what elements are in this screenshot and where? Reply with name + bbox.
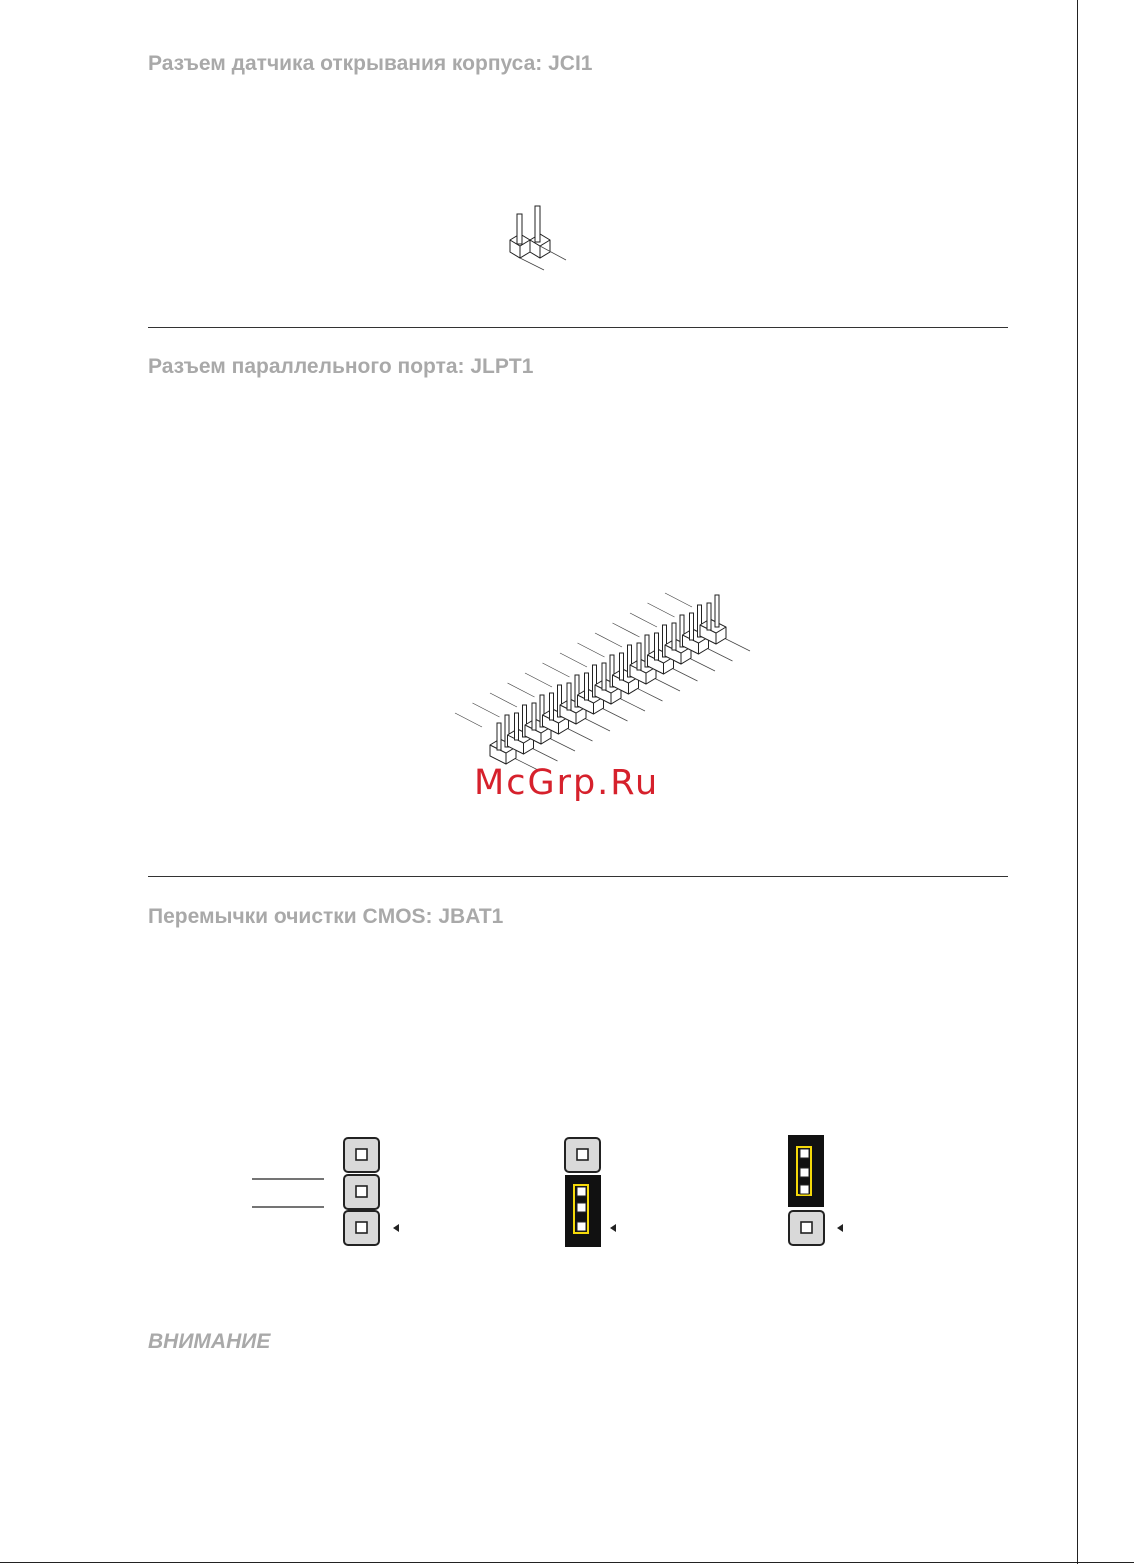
section-heading-jbat1: Перемычки очистки CMOS: JBAT1 (148, 905, 504, 928)
jbat1-pinout-figure (250, 1135, 410, 1250)
page-border-right (1077, 0, 1078, 1564)
section-divider (148, 327, 1008, 328)
page-border-bottom (0, 1562, 1134, 1563)
pin1-marker-icon (610, 1224, 616, 1232)
watermark-text: McGrp.Ru (474, 763, 660, 803)
jbat1-pin-2 (344, 1175, 379, 1209)
section-heading-jci1: Разъем датчика открывания корпуса: JCI1 (148, 52, 593, 75)
jlpt1-connector-figure (445, 595, 755, 780)
pin1-marker-icon (393, 1224, 399, 1232)
jbat1-clear-data-figure (785, 1135, 855, 1250)
pin1-marker-icon (837, 1224, 843, 1232)
jbat1-keep-data-figure (560, 1135, 630, 1250)
note-heading: ВНИМАНИЕ (148, 1330, 271, 1353)
jbat1-pin-1 (344, 1211, 379, 1245)
section-heading-jlpt1: Разъем параллельного порта: JLPT1 (148, 355, 534, 378)
jbat1-pin-3 (344, 1138, 379, 1172)
section-divider (148, 876, 1008, 877)
jci1-connector-figure (500, 200, 580, 270)
